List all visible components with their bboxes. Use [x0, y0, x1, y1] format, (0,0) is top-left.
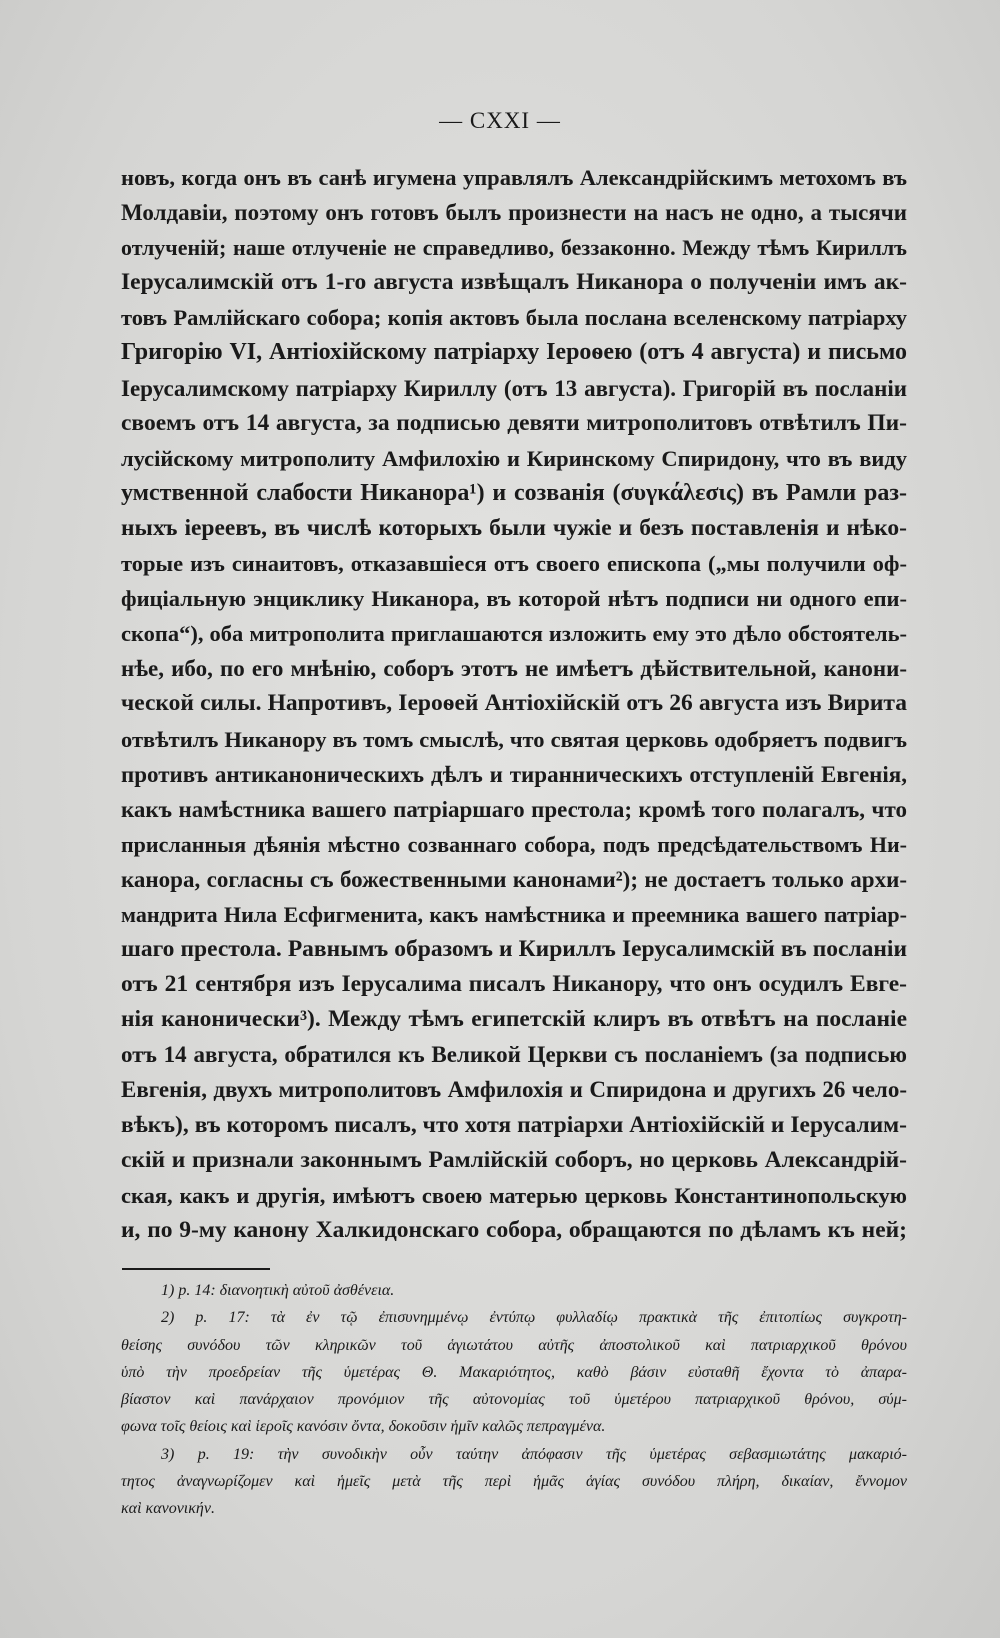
text-line: отвѣтилъ Никанору въ томъ смыслѣ, что святая церковь одобряетъ подвигъ	[121, 726, 907, 752]
text-line: канора, согласны съ божественными канонами²); не достаетъ только архи-	[121, 866, 907, 892]
text-line: ныхъ іереевъ, въ числѣ которыхъ были чужіе и безъ поставленія и нѣко-	[121, 514, 907, 541]
text-line: Григорію VI, Антіохійскому патріарху Іероѳею (отъ 4 августа) и письмо	[121, 339, 907, 366]
text-line: фиціальную энциклику Никанора, въ которой нѣтъ подписи ни одного епи-	[121, 586, 907, 612]
text-line: товъ Рамлійскаго собора; копія актовъ была послана вселенскому патріарху	[121, 305, 907, 331]
footnote-divider	[122, 1268, 270, 1270]
text-line: скій и признали законнымъ Рамлійскій соборъ, но церковь Александрій-	[121, 1146, 907, 1173]
text-line: умственной слабости Никанора¹) и созванія (συγκάλεσις) въ Рамли раз-	[121, 479, 907, 506]
text-line: Молдавіи, поэтому онъ готовъ былъ произнести на насъ не одно, а тысячи	[121, 200, 907, 226]
text-line: мандрита Нила Есфигменита, какъ намѣстника и преемника вашего патріар-	[121, 901, 907, 927]
footnote-line: 3) p. 19: τὴν συνοδικὴν οὖν ταύτην ἀπόφασιν τῆς ὑμετέρας σεβασμιωτάτης μακαριό-	[161, 1445, 907, 1463]
text-line: какъ намѣстника вашего патріаршаго престола; кромѣ того полагалъ, что	[121, 796, 907, 822]
text-line: нія канонически³). Между тѣмъ египетскій клиръ въ отвѣтъ на посланіе	[121, 1006, 907, 1033]
text-line: скопа“), оба митрополита приглашаются изложить ему это дѣло обстоятель-	[121, 621, 907, 647]
text-line: своемъ отъ 14 августа, за подписью девяти митрополитовъ отвѣтилъ Пи-	[121, 409, 907, 436]
text-line: и, по 9-му канону Халкидонскаго собора, обращаются по дѣламъ къ ней;	[121, 1216, 907, 1243]
footnote-line: 2) p. 17: τὰ ἐν τῷ ἐπισυνημμένῳ ἐντύπῳ φυλλαδίῳ πρακτικὰ τῆς ἐπιτοπίως συγκροτη-	[161, 1309, 907, 1327]
text-line: новъ, когда онъ въ санѣ игумена управлялъ Александрійскимъ метохомъ въ	[121, 165, 907, 190]
footnote-line: θείσης συνόδου τῶν κληρικῶν τοῦ ἁγιωτάτου αὐτῆς ἀποστολικοῦ καὶ πατριαρχικοῦ θρόνου	[121, 1336, 907, 1354]
text-line: вѣкъ), въ которомъ писалъ, что хотя патріархи Антіохійскій и Іерусалим-	[121, 1111, 907, 1138]
text-line: нѣе, ибо, по его мнѣнію, соборъ этотъ не имѣетъ дѣйствительной, канони-	[121, 656, 907, 682]
text-line: отъ 21 сентября изъ Іерусалима писалъ Никанору, что онъ осудилъ Евге-	[121, 971, 907, 998]
text-line: отъ 14 августа, обратился къ Великой Церкви съ посланіемъ (за подписью	[121, 1042, 907, 1068]
footnote-line: ὑπὸ τὴν προεδρείαν τῆς ὑμετέρας Θ. Μακαριότητος, καθὸ βάσιν εὐσταθῆ ἔχοντα τὸ ἀπαρα-	[121, 1363, 907, 1381]
main-text	[121, 160, 907, 1248]
footnote-line: 1) p. 14: διανοητικὴ αὐτοῦ ἀσθένεια.	[161, 1282, 395, 1299]
text-line: Евгенія, двухъ митрополитовъ Амфилохія и Спиридона и другихъ 26 чело-	[121, 1077, 907, 1103]
text-line: Іерусалимскій отъ 1-го августа извѣщалъ Никанора о полученіи имъ ак-	[121, 269, 907, 296]
text-line: отлученій; наше отлученіе не справедливо, беззаконно. Между тѣмъ Кириллъ	[121, 235, 907, 261]
text-line: противъ антиканоническихъ дѣлъ и тиранническихъ отступленій Евгенія,	[121, 761, 907, 787]
footnote-line: φωνα τοῖς θείοις καὶ ἱεροῖς κανόσιν ὄντα, δοκοῦσιν ἡμῖν καλῶς πεπραγμένα.	[121, 1418, 606, 1436]
text-line: присланныя дѣянія мѣстно созваннаго собора, подъ предсѣдательствомъ Ни-	[121, 831, 907, 857]
text-line: шаго престола. Равнымъ образомъ и Кириллъ Іерусалимскій въ посланіи	[121, 936, 907, 963]
text-line: Іерусалимскому патріарху Кириллу (отъ 13 августа). Григорій въ посланіи	[121, 375, 907, 401]
page-number-header: — CXXI —	[439, 108, 561, 133]
text-line: ская, какъ и другія, имѣютъ своею матерью церковь Константинопольскую	[121, 1182, 907, 1208]
text-line: торые изъ синаитовъ, отказавшіеся отъ своего епископа („мы получили оф-	[121, 551, 907, 577]
text-line: лусійскому митрополиту Амфилохію и Киринскому Спиридону, что въ виду	[121, 445, 907, 471]
footnote-line: βίαστον καὶ πανάρχαιον προνόμιον τῆς αὐτονομίας τοῦ ὑμετέρου πατριαρχικοῦ θρόνου, σύμ-	[121, 1391, 907, 1409]
footnotes	[121, 1277, 907, 1523]
text-line: ческой силы. Напротивъ, Іероѳей Антіохійскій отъ 26 августа изъ Вирита	[121, 690, 907, 717]
footnote-line: τητος ἀναγνωρίζομεν καὶ ἡμεῖς μετὰ τῆς περὶ ἡμᾶς ἁγίας συνόδου πλήρη, δικαίαν, ἔννομον	[121, 1473, 907, 1491]
footnote-line: καὶ κανονικήν.	[121, 1500, 215, 1518]
